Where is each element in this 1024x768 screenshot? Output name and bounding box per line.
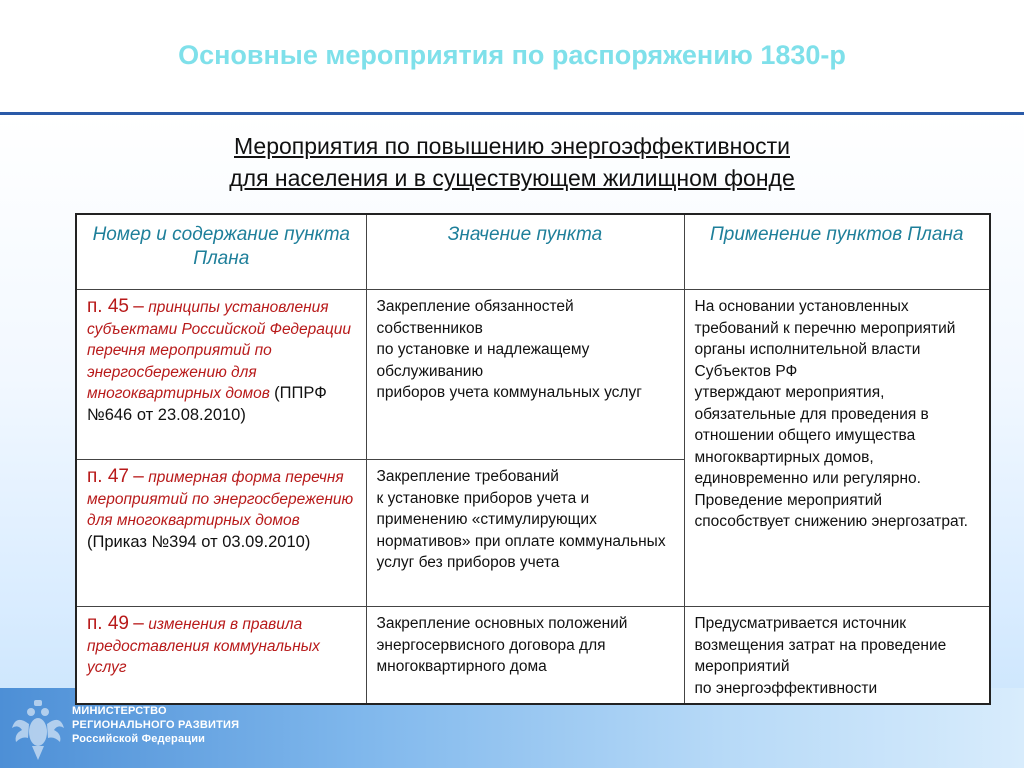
slide-title: Основные мероприятия по распоряжению 1830-р	[178, 40, 846, 70]
table-row	[76, 290, 990, 460]
item-document: (Приказ №394 от 03.09.2010)	[87, 532, 311, 551]
item-document: (ППРФ №646 от 23.08.2010)	[87, 384, 327, 424]
header-number-content: Номер и содержание пункта Плана	[76, 214, 366, 290]
application-merged: На основании установленных требований к перечню мероприятий органы исполнительной власти Субъектов РФ утверждают мероприятия, обязательные для проведения в отношении общего имущества многоквартирных домов, единовременно или регулярно. Проведение мероприятий способствует снижению энергозатрат.	[694, 298, 968, 530]
row-meaning-cell	[366, 607, 684, 705]
row-number-cell	[76, 607, 366, 705]
item-meaning: Закрепление требований к установке приборов учета и применению «стимулирующих нормативов» при оплате коммунальных услуг без приборов учета	[376, 468, 666, 571]
row-application-cell	[684, 607, 990, 705]
row-application-cell	[684, 290, 990, 607]
item-dash: –	[133, 296, 144, 317]
ministry-logo-text	[72, 704, 239, 746]
ministry-line-1: МИНИСТЕРСТВО	[72, 705, 167, 717]
row-meaning-cell	[366, 290, 684, 460]
header-meaning: Значение пункта	[366, 214, 684, 290]
subtitle-line-1: Мероприятия по повышению энергоэффективности	[234, 133, 790, 159]
application-last: Предусматривается источник возмещения затрат на проведение мероприятий по энергоэффективности	[694, 615, 947, 697]
ministry-line-3: Российской Федерации	[72, 733, 206, 745]
row-meaning-cell	[366, 460, 684, 607]
double-headed-eagle-icon	[8, 694, 68, 764]
item-dash: –	[133, 466, 144, 487]
item-dash: –	[133, 613, 144, 634]
item-content: принципы установления субъектами Российской Федерации перечня мероприятий по энергосбережению для многоквартирных домов	[87, 299, 351, 402]
item-number: п. 45	[87, 296, 129, 317]
item-meaning: Закрепление обязанностей собственников по установке и надлежащему обслуживанию приборов учета коммунальных услуг	[376, 298, 642, 401]
ministry-line-2: РЕГИОНАЛЬНОГО РАЗВИТИЯ	[72, 719, 240, 731]
item-meaning: Закрепление основных положений энергосервисного договора для многоквартирного дома	[376, 615, 628, 675]
item-number: п. 47	[87, 466, 129, 487]
slide-header	[0, 0, 1024, 112]
header-application: Применение пунктов Плана	[684, 214, 990, 290]
item-content: изменения в правила предоставления коммунальных услуг	[87, 616, 320, 676]
item-content: примерная форма перечня мероприятий по энергосбережению для многоквартирных домов	[87, 469, 354, 529]
item-number: п. 49	[87, 613, 129, 634]
table-row	[76, 607, 990, 705]
row-number-cell	[76, 290, 366, 460]
table-header-row	[76, 214, 990, 290]
plan-table	[75, 213, 991, 705]
subtitle-line-2: для населения и в существующем жилищном фонде	[229, 165, 795, 191]
slide-subtitle	[112, 130, 912, 194]
row-number-cell	[76, 460, 366, 607]
